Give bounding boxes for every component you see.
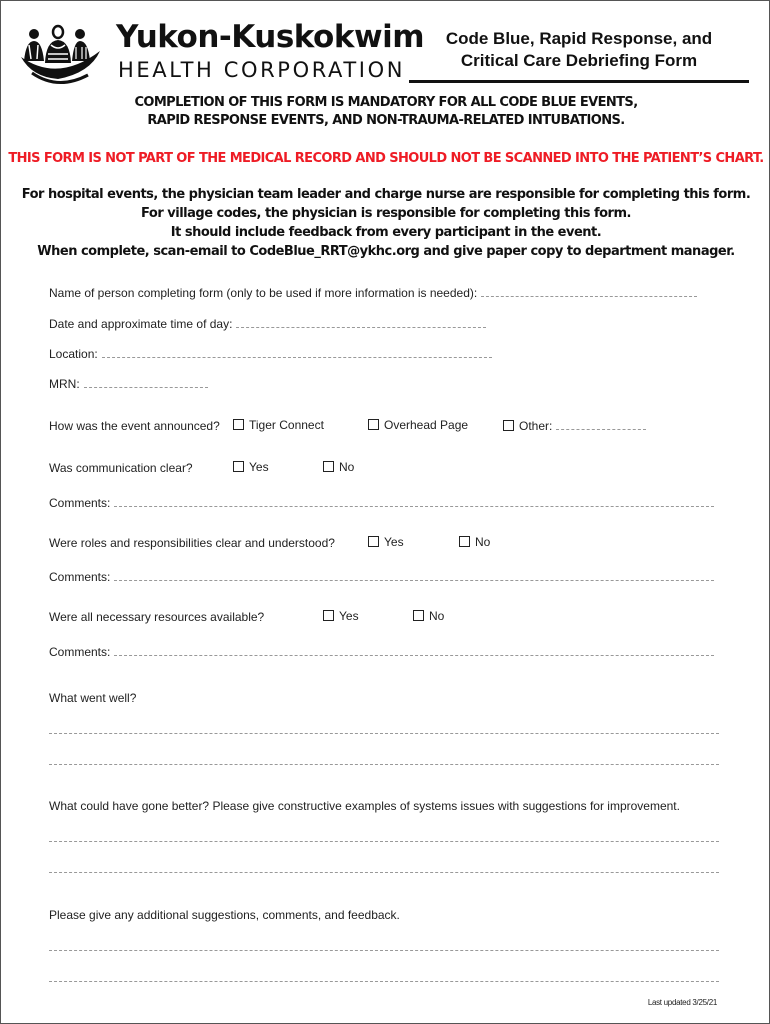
additional-feedback-question: Please give any additional suggestions, comments, and feedback.: [49, 908, 400, 922]
roles-comments-field[interactable]: [114, 569, 714, 581]
location-label: Location:: [49, 347, 98, 361]
mrn-field[interactable]: [84, 376, 208, 388]
option-label: Yes: [384, 535, 404, 549]
option-label: No: [475, 535, 491, 549]
resources-no[interactable]: [413, 609, 444, 623]
checkbox-roles-yes[interactable]: [368, 536, 379, 547]
location-field[interactable]: [102, 346, 492, 358]
went-well-line-1[interactable]: [49, 733, 719, 734]
option-label: Yes: [339, 609, 359, 623]
roles-no[interactable]: [459, 535, 490, 549]
roles-comments-row: [49, 569, 714, 585]
name-row: [49, 285, 697, 301]
communication-comments-field[interactable]: [114, 495, 714, 507]
comments-label: Comments:: [49, 570, 111, 584]
checkbox-roles-no[interactable]: [459, 536, 470, 547]
date-time-field[interactable]: [236, 316, 486, 328]
roles-yes[interactable]: [368, 535, 404, 549]
checkbox-resources-no[interactable]: [413, 610, 424, 621]
communication-comments-row: [49, 495, 714, 511]
resources-question: Were all necessary resources available?: [49, 610, 265, 624]
option-label: No: [339, 460, 355, 474]
checkbox-overhead-page[interactable]: [368, 419, 379, 430]
went-well-line-2[interactable]: [49, 764, 719, 765]
name-label: Name of person completing form (only to be used if more information is needed):: [49, 286, 478, 300]
form-title-line-2: Critical Care Debriefing Form: [460, 51, 698, 70]
option-label: Yes: [249, 460, 269, 474]
option-other[interactable]: [503, 418, 646, 433]
checkbox-resources-yes[interactable]: [323, 610, 334, 621]
roles-question: Were roles and responsibilities clear and understood?: [49, 536, 335, 550]
option-label: Other:: [519, 419, 553, 433]
gone-better-question: What could have gone better? Please give constructive examples of systems issues with suggestions for improvement.: [49, 799, 680, 813]
option-label: Tiger Connect: [249, 418, 324, 432]
instruction-line: It should include feedback from every participant in the event.: [170, 225, 602, 240]
instructions: [1, 185, 770, 261]
date-label: Date and approximate time of day:: [49, 317, 233, 331]
comments-label: Comments:: [49, 496, 111, 510]
checkbox-communication-no[interactable]: [323, 461, 334, 472]
checkbox-communication-yes[interactable]: [233, 461, 244, 472]
mandatory-notice-line-1: COMPLETION OF THIS FORM IS MANDATORY FOR ALL CODE BLUE EVENTS,: [134, 95, 638, 110]
option-label: Overhead Page: [384, 418, 469, 432]
announced-question: How was the event announced?: [49, 419, 220, 433]
comments-label: Comments:: [49, 645, 111, 659]
option-label: No: [429, 609, 445, 623]
option-overhead-page[interactable]: [368, 418, 468, 432]
mandatory-notice: [1, 94, 770, 130]
form-title-line-1: Code Blue, Rapid Response, and: [445, 29, 713, 48]
checkbox-tiger-connect[interactable]: [233, 419, 244, 430]
instruction-line: For hospital events, the physician team leader and charge nurse are responsible for completing this form.: [21, 187, 751, 202]
ykhc-logo-icon: [18, 21, 108, 91]
last-updated: Last updated 3/25/21: [647, 998, 717, 1007]
option-tiger-connect[interactable]: [233, 418, 324, 432]
instruction-line: For village codes, the physician is responsible for completing this form.: [141, 206, 631, 221]
instruction-line: When complete, scan-email to CodeBlue_RRT@ykhc.org and give paper copy to department manager.: [37, 244, 735, 259]
org-name: Yukon-Kuskokwim: [116, 19, 425, 55]
date-row: [49, 316, 486, 332]
mrn-row: [49, 376, 208, 392]
additional-feedback-line-1[interactable]: [49, 950, 719, 951]
communication-no[interactable]: [323, 460, 354, 474]
form-title: [409, 28, 749, 72]
communication-question: Was communication clear?: [49, 461, 193, 475]
other-field[interactable]: [556, 418, 646, 430]
gone-better-line-2[interactable]: [49, 872, 719, 873]
location-row: [49, 346, 492, 362]
mandatory-notice-line-2: RAPID RESPONSE EVENTS, AND NON-TRAUMA-RELATED INTUBATIONS.: [147, 113, 625, 128]
gone-better-line-1[interactable]: [49, 841, 719, 842]
resources-comments-row: [49, 644, 714, 660]
mrn-label: MRN:: [49, 377, 80, 391]
title-divider: [409, 80, 749, 83]
communication-yes[interactable]: [233, 460, 269, 474]
resources-yes[interactable]: [323, 609, 359, 623]
name-field[interactable]: [481, 285, 697, 297]
medical-record-warning: THIS FORM IS NOT PART OF THE MEDICAL RECORD AND SHOULD NOT BE SCANNED INTO THE PATIENT’S CHART.: [8, 151, 764, 166]
went-well-question: What went well?: [49, 691, 137, 705]
resources-comments-field[interactable]: [114, 644, 714, 656]
additional-feedback-line-2[interactable]: [49, 981, 719, 982]
checkbox-other[interactable]: [503, 420, 514, 431]
org-subtitle: HEALTH CORPORATION: [118, 58, 406, 82]
